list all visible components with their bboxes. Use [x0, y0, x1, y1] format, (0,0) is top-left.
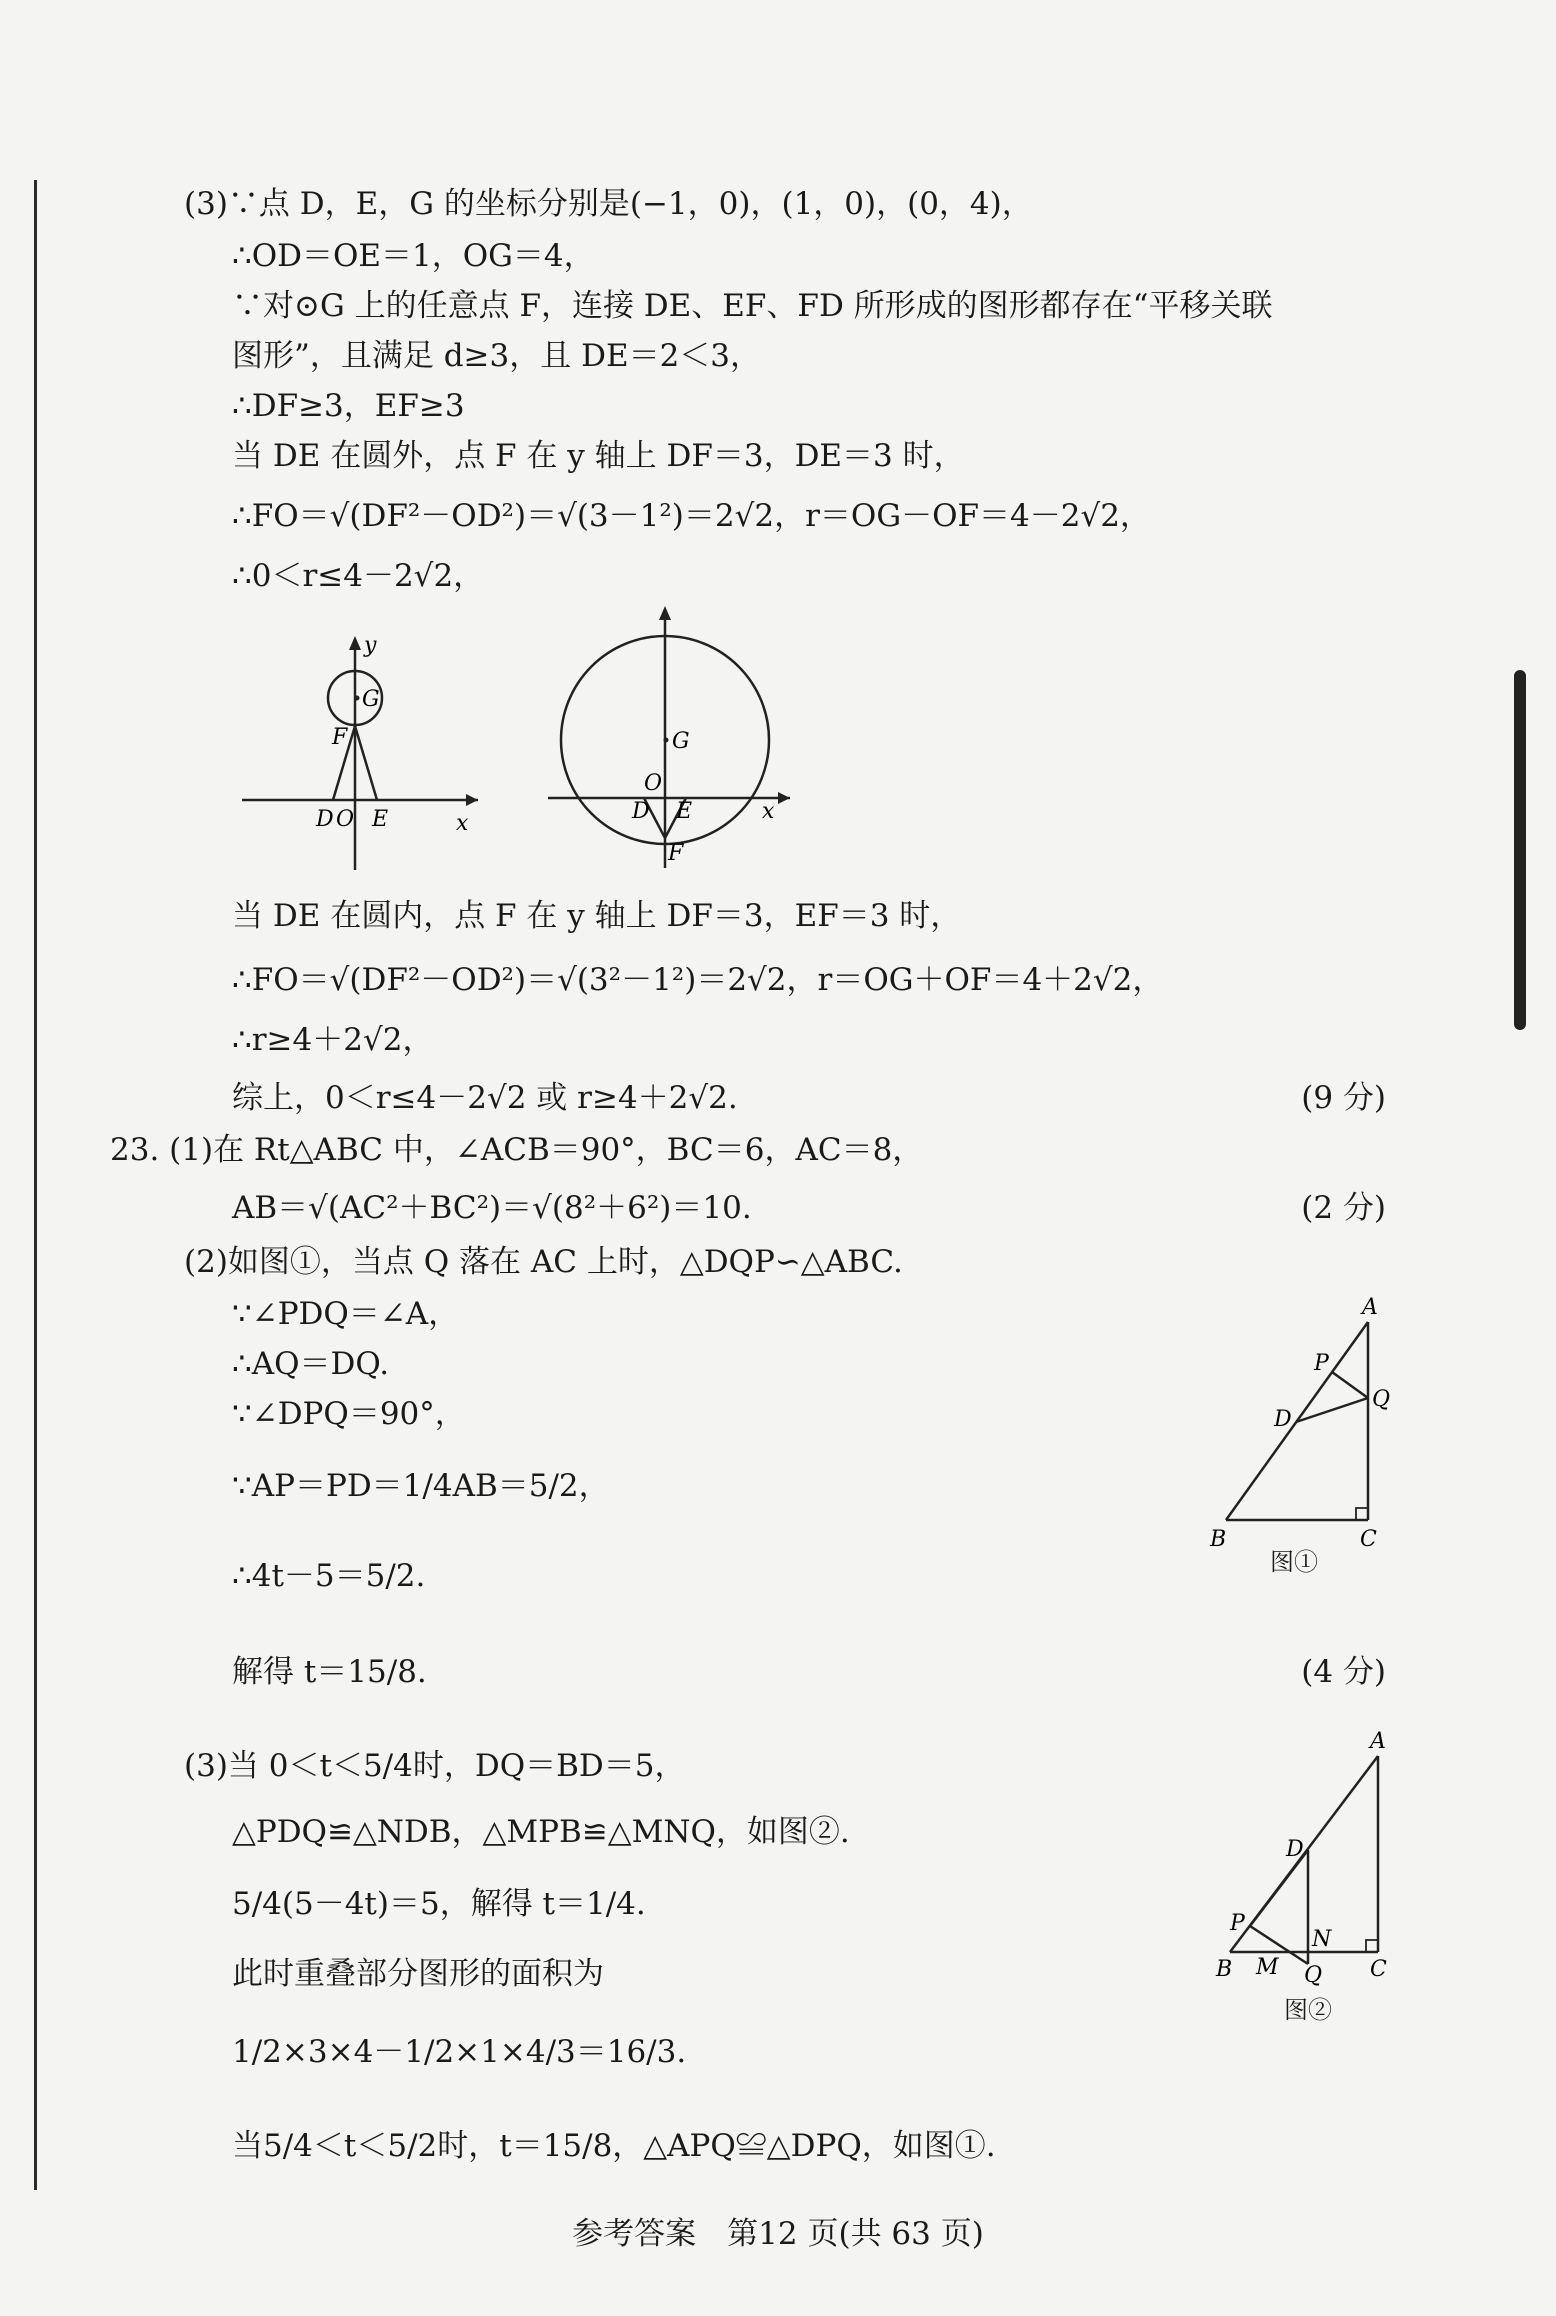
label-A: A	[1362, 1295, 1378, 1320]
label-x: x	[762, 799, 775, 824]
text-line: 5/4(5－4t)＝5，解得 t＝1/4.	[232, 1886, 646, 1922]
text-line: 解得 t＝15/8.	[232, 1654, 427, 1690]
text-line: ∴DF≥3，EF≥3	[232, 388, 465, 424]
score-label: (4 分)	[1301, 1654, 1386, 1690]
label-C: C	[1370, 1957, 1387, 1982]
label-A: A	[1370, 1729, 1386, 1754]
text-line: 当 DE 在圆外，点 F 在 y 轴上 DF＝3，DE＝3 时，	[232, 438, 965, 474]
label-D: D	[1286, 1837, 1304, 1862]
text-line: △PDQ≌△NDB，△MPB≌△MNQ，如图②.	[232, 1814, 850, 1850]
page-footer: 参考答案 第12 页(共 63 页)	[572, 2216, 984, 2252]
text-line: ∴FO＝√(DF²－OD²)＝√(3²－1²)＝2√2，r＝OG＋OF＝4＋2√2，	[232, 962, 1164, 998]
margin-rule	[34, 180, 37, 2190]
label-Q: Q	[1372, 1387, 1391, 1412]
label-P: P	[1230, 1911, 1245, 1936]
text-line: 当5/4＜t＜5/2时，t＝15/8，△APQ≌△DPQ，如图①.	[232, 2128, 996, 2164]
text-line: ∴AQ＝DQ.	[232, 1346, 390, 1382]
label-y: y	[364, 633, 377, 658]
text-line: ∴0＜r≤4－2√2，	[232, 558, 485, 594]
label-F: F	[332, 725, 348, 750]
page-edge-shadow	[1514, 670, 1526, 1030]
text-line: 23. (1)在 Rt△ABC 中，∠ACB＝90°，BC＝6，AC＝8，	[110, 1132, 924, 1168]
figure-caption: 图①	[1270, 1548, 1318, 1576]
figure-small-circle	[230, 630, 490, 880]
label-N: N	[1312, 1927, 1332, 1952]
figure-caption: 图②	[1284, 1996, 1332, 2024]
text-line: ∴4t－5＝5/2.	[232, 1558, 426, 1594]
text-line: 当 DE 在圆内，点 F 在 y 轴上 DF＝3，EF＝3 时，	[232, 898, 962, 934]
label-G: G	[672, 729, 690, 754]
text-line: (3)∵点 D，E，G 的坐标分别是(−1，0)，(1，0)，(0，4)，	[184, 186, 1033, 222]
label-O: O	[644, 771, 663, 796]
text-line: ∵∠PDQ＝∠A，	[232, 1296, 460, 1332]
text-line: 图形”，且满足 d≥3，且 DE＝2＜3，	[232, 338, 762, 374]
text-line: (3)当 0＜t＜5/4时，DQ＝BD＝5，	[184, 1748, 686, 1784]
figure-1-triangle	[1190, 1290, 1410, 1560]
label-C: C	[1360, 1527, 1377, 1552]
text-line: 综上，0＜r≤4－2√2 或 r≥4＋2√2.	[232, 1080, 738, 1116]
text-line: AB＝√(AC²＋BC²)＝√(8²＋6²)＝10.	[232, 1190, 752, 1226]
text-line: ∴r≥4＋2√2，	[232, 1022, 434, 1058]
text-line: ∵AP＝PD＝1/4AB＝5/2，	[232, 1468, 610, 1504]
label-P: P	[1314, 1351, 1329, 1376]
label-E: E	[676, 799, 693, 824]
label-D: D	[632, 799, 650, 824]
text-line: ∵∠DPQ＝90°，	[232, 1396, 466, 1432]
label-E: E	[372, 807, 389, 832]
label-M: M	[1256, 1955, 1279, 1980]
label-D: D	[1274, 1407, 1292, 1432]
text-line: (2)如图①，当点 Q 落在 AC 上时，△DQP∽△ABC.	[184, 1244, 903, 1280]
label-B: B	[1210, 1527, 1227, 1552]
text-line: 1/2×3×4－1/2×1×4/3＝16/3.	[232, 2034, 687, 2070]
figure-2-triangle	[1200, 1720, 1410, 1988]
label-Q: Q	[1304, 1963, 1323, 1988]
text-line: ∴OD＝OE＝1，OG＝4，	[232, 238, 595, 274]
score-label: (9 分)	[1301, 1080, 1386, 1116]
label-B: B	[1216, 1957, 1233, 1982]
text-line: 此时重叠部分图形的面积为	[232, 1956, 604, 1992]
figure-large-circle	[540, 600, 800, 880]
label-x: x	[456, 811, 469, 836]
label-G: G	[362, 687, 380, 712]
label-O: O	[336, 807, 355, 832]
label-D: D	[316, 807, 334, 832]
label-F: F	[668, 841, 684, 866]
text-line: ∵对⊙G 上的任意点 F，连接 DE、EF、FD 所形成的图形都存在“平移关联	[232, 288, 1273, 324]
score-label: (2 分)	[1301, 1190, 1386, 1226]
text-line: ∴FO＝√(DF²－OD²)＝√(3－1²)＝2√2，r＝OG－OF＝4－2√2，	[232, 498, 1151, 534]
